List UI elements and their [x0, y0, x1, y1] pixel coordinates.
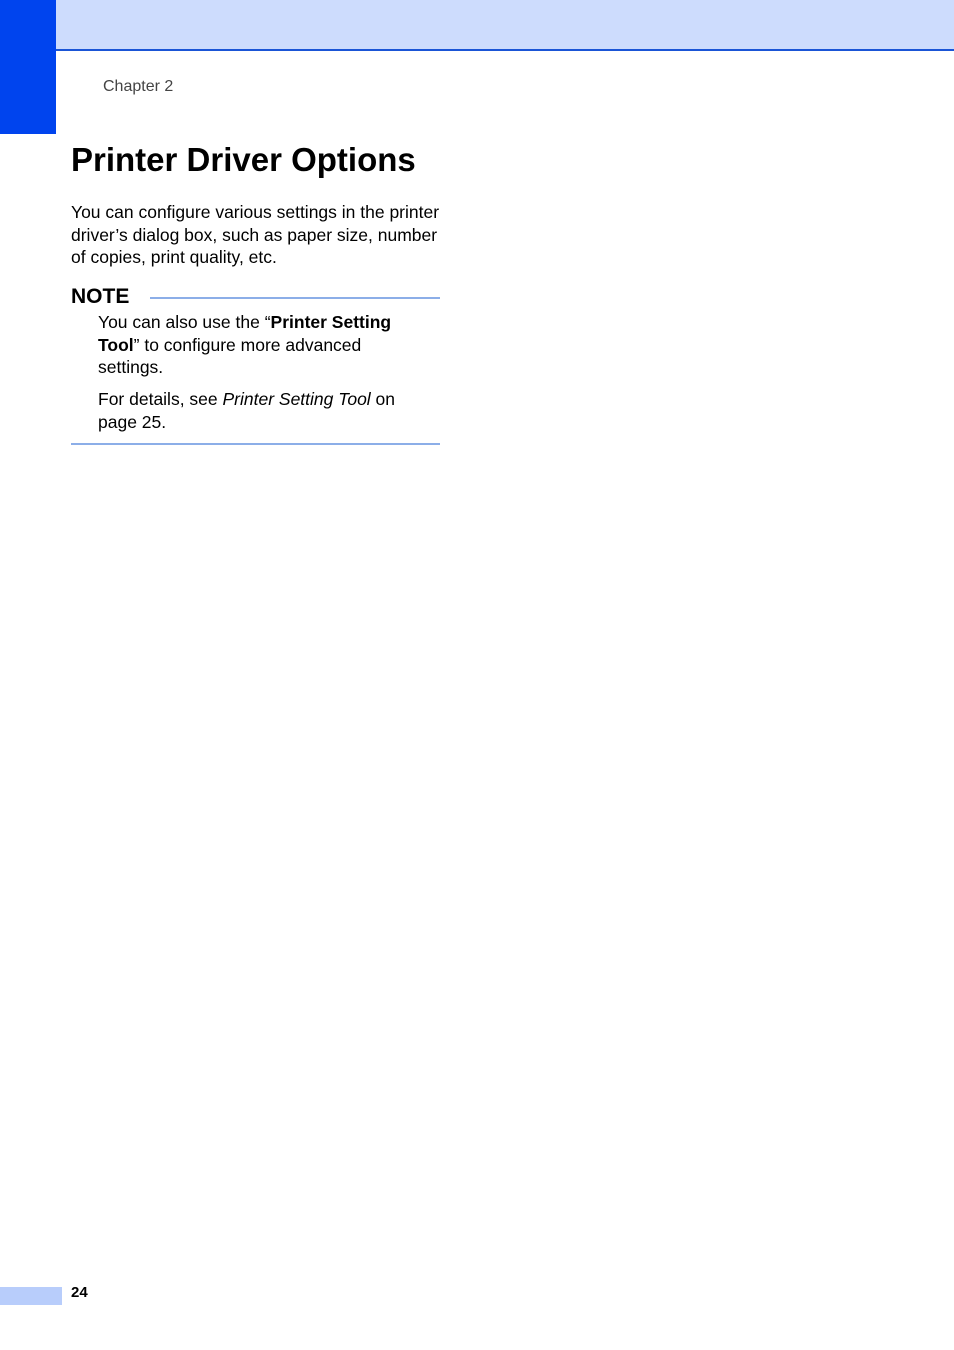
note-text: on page 25.: [98, 389, 396, 432]
note-heading: NOTE: [71, 285, 130, 308]
chapter-label: Chapter 2: [103, 78, 174, 95]
header-bar: [0, 0, 954, 51]
cross-reference-link[interactable]: Printer Setting Tool: [222, 389, 371, 409]
page-title: Printer Driver Options: [71, 141, 416, 178]
note-paragraph-details: [98, 388, 428, 433]
footer-tab: [0, 1287, 62, 1305]
note-top-rule: [150, 297, 440, 299]
note-bottom-rule: [71, 443, 440, 445]
tool-name-bold: Printer Setting Tool: [98, 312, 392, 355]
intro-paragraph: You can configure various settings in the printer driver’s dialog box, such as paper size, number of copies, print quality, etc.: [71, 202, 440, 267]
page-number: 24: [71, 1284, 88, 1301]
note-text: ” to configure more advanced settings.: [98, 334, 362, 377]
note-paragraph-tool: [98, 311, 428, 379]
note-text: For details, see: [98, 389, 223, 409]
note-text: You can also use the “: [98, 312, 271, 332]
chapter-tab: [0, 0, 56, 134]
